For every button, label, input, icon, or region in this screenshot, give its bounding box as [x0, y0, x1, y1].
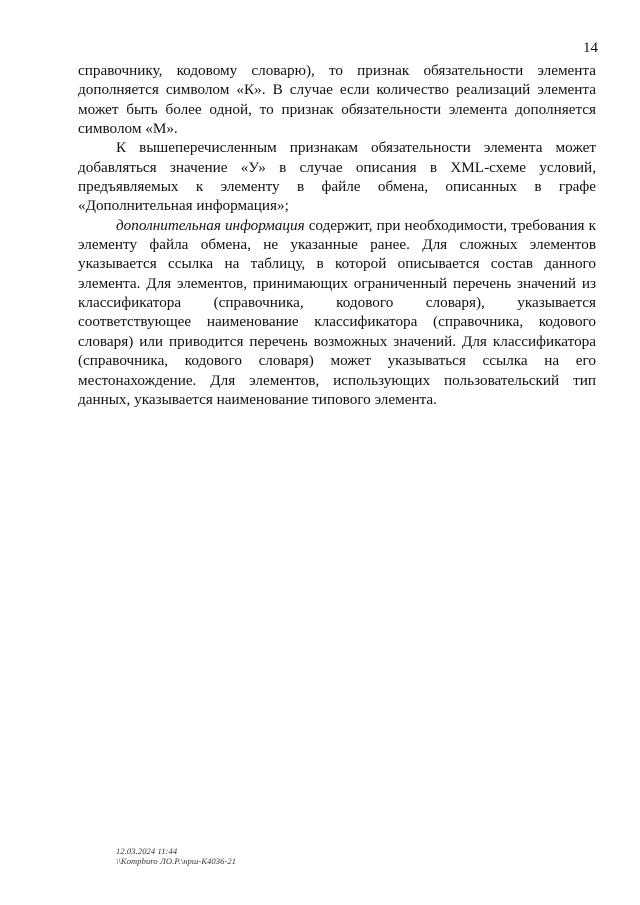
paragraph-line	[78, 216, 596, 235]
paragraph-line: данных, указывается наименование типового элемента.	[78, 390, 437, 408]
paragraph-line: дополняется символом «К». В случае если количество реализаций элемента	[78, 81, 596, 99]
footer-stamp	[116, 846, 236, 866]
paragraph-line: может быть более одной, то признак обязательности элемента дополняется	[78, 100, 596, 118]
paragraph-line: соответствующее наименование классификатора (справочника, кодового	[78, 313, 596, 331]
paragraph-line: словаря) или приводится перечень возможных значений. Для классификатора	[78, 332, 596, 350]
footer-date-time: 12.03.2024 11:44	[116, 846, 178, 856]
paragraph-line: символом «М».	[78, 120, 178, 138]
paragraph-line: предъявляемых к элементу в файле обмена, описанных в графе	[78, 178, 596, 196]
paragraph-text: содержит, при необходимости, требования к	[304, 216, 596, 234]
paragraph-line: местонахождение. Для элементов, использующих пользовательский тип	[78, 371, 596, 389]
footer-file-reference: \\Kompburo ЛО.P.\нрш-К4036-21	[116, 856, 237, 866]
paragraph-line: элементу файла обмена, не указанные ранее. Для сложных элементов	[78, 236, 596, 254]
paragraph-line: К вышеперечисленным признакам обязательности элемента может	[116, 139, 596, 157]
paragraph-line: «Дополнительная информация»;	[78, 197, 289, 215]
defined-term: дополнительная информация	[116, 216, 305, 234]
paragraph-line: указывается ссылка на таблицу, в которой описывается состав данного	[78, 255, 596, 273]
document-body	[78, 61, 596, 409]
paragraph-line: классификатора (справочника, кодового словаря), указывается	[78, 294, 596, 312]
page-number: 14	[583, 40, 598, 56]
paragraph-line: справочнику, кодовому словарю), то признак обязательности элемента	[78, 62, 596, 79]
paragraph-line: добавляться значение «У» в случае описания в XML-схеме условий,	[78, 158, 596, 176]
paragraph-line: элемента. Для элементов, принимающих ограниченный перечень значений из	[78, 274, 596, 292]
paragraph-line: (справочника, кодового словаря) может указываться ссылка на его	[78, 352, 596, 370]
